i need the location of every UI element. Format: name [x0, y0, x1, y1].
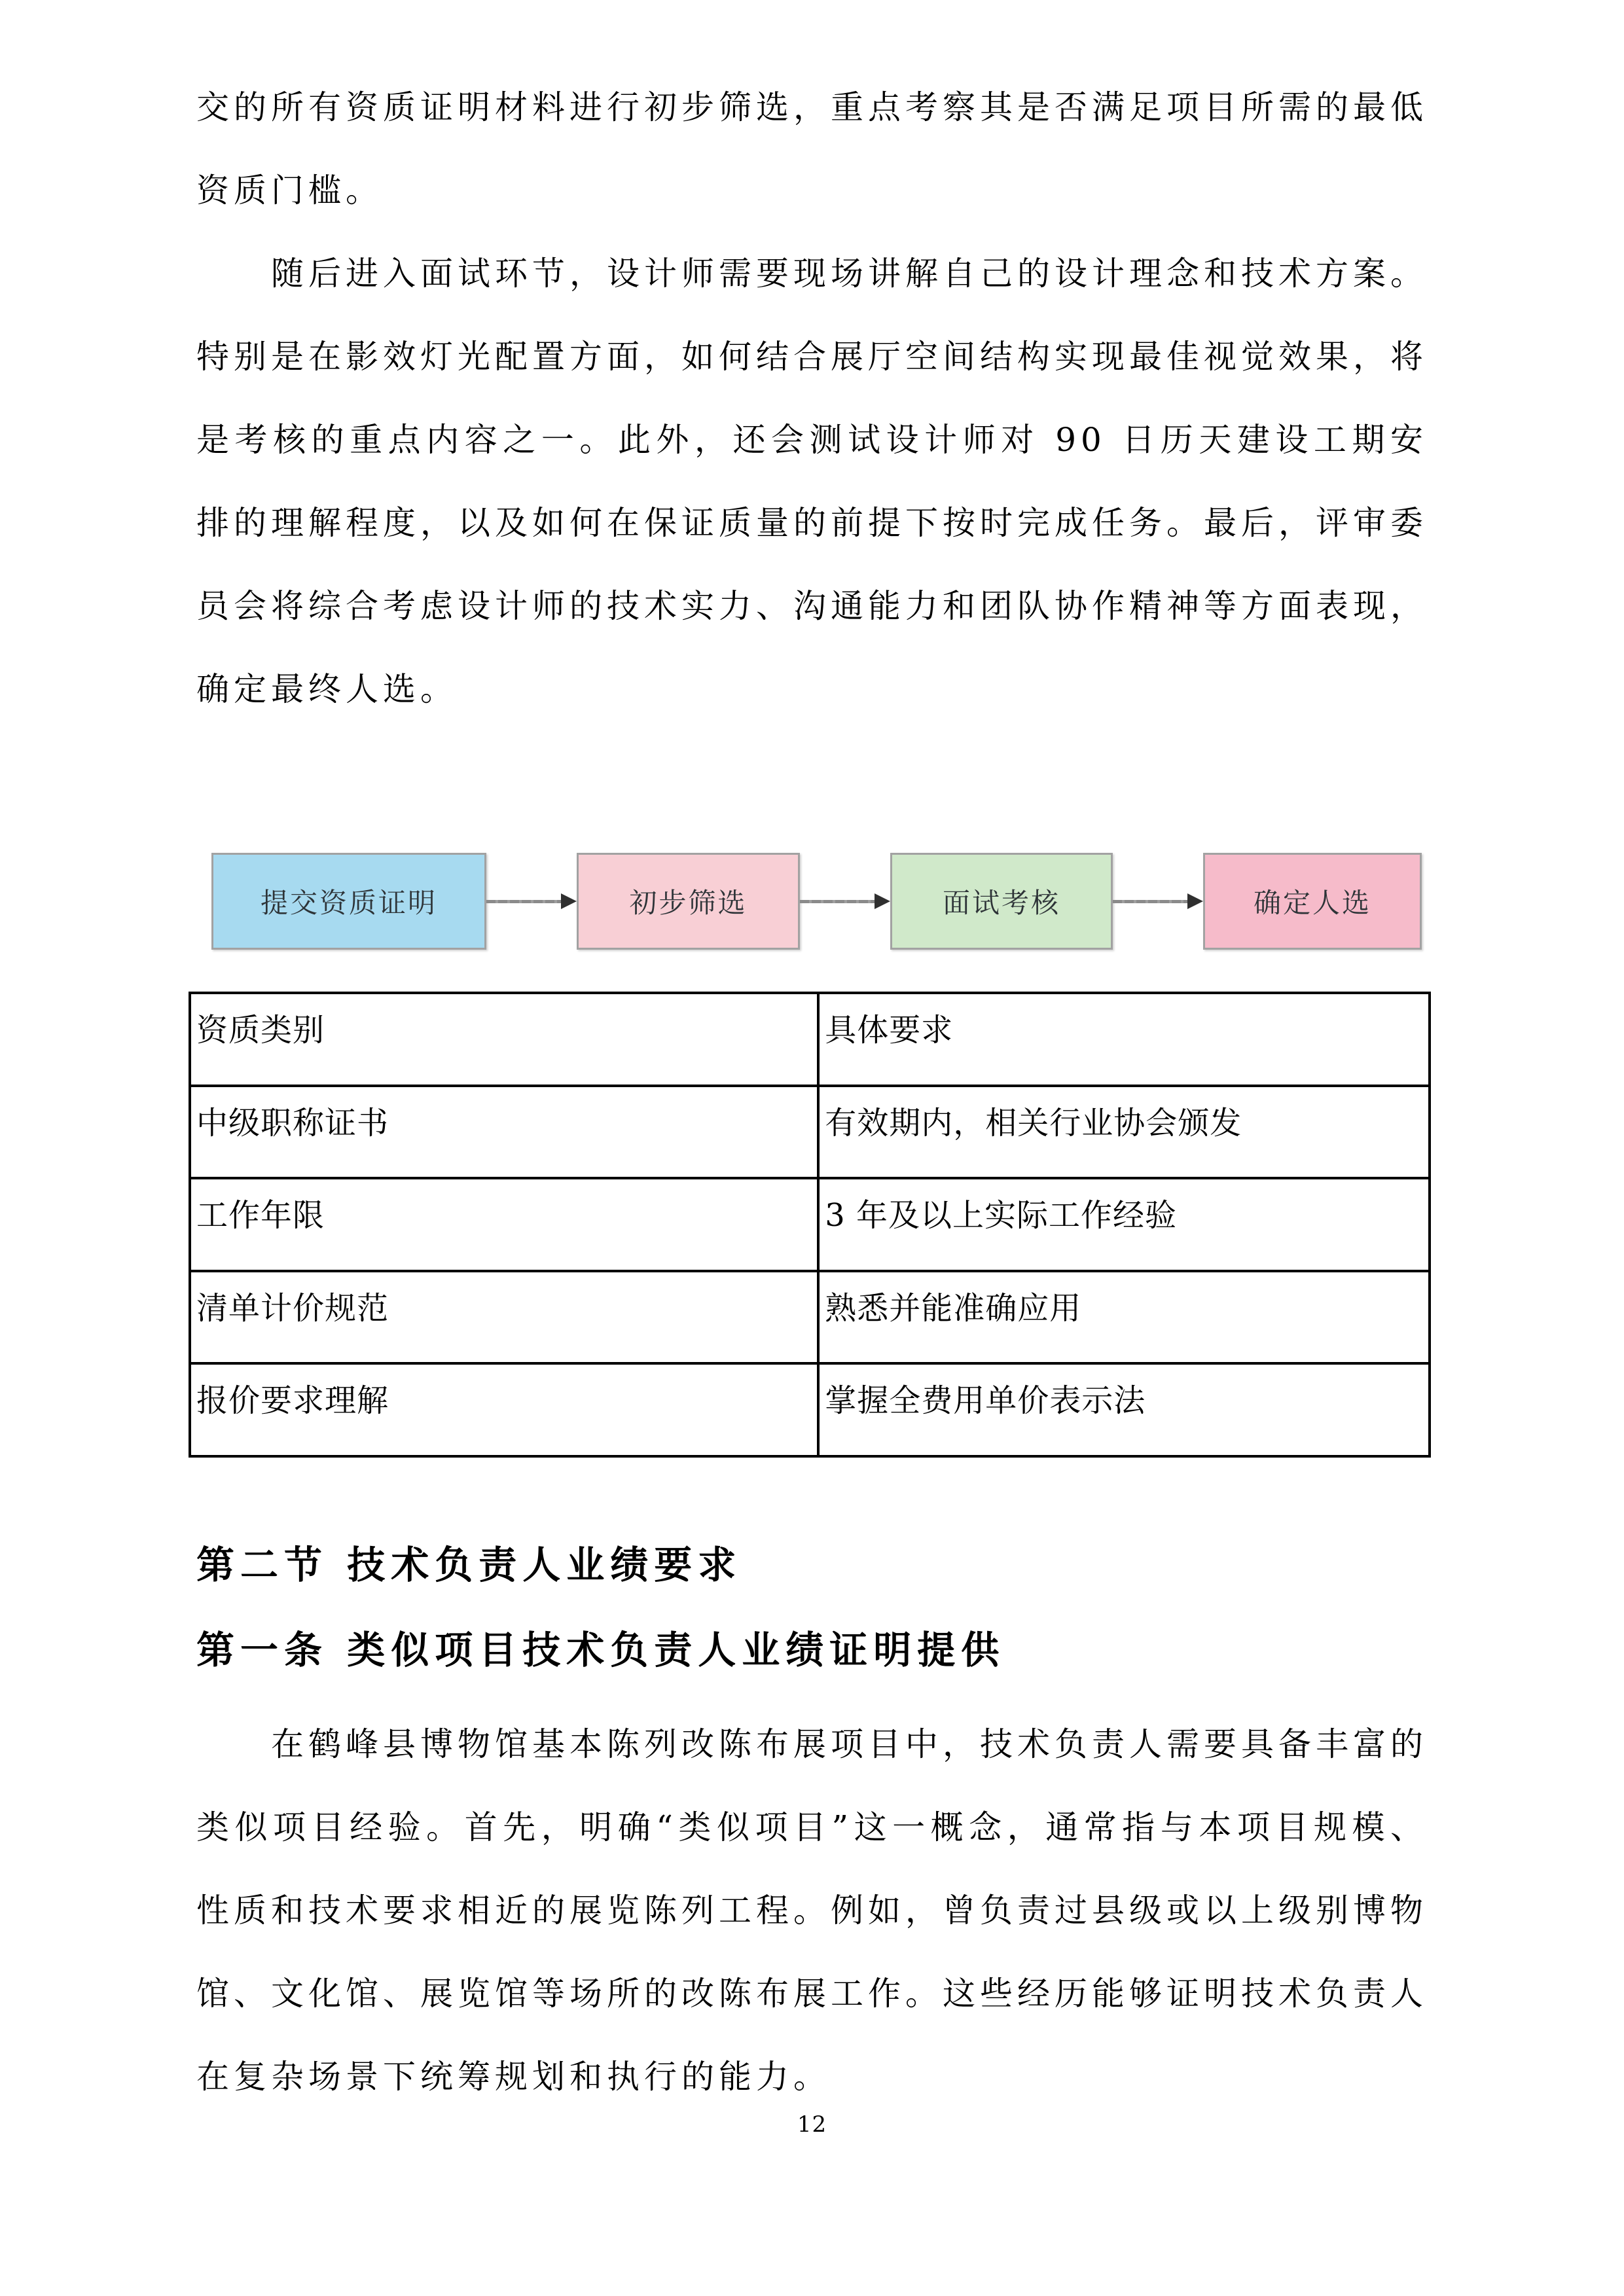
flow-step-label: 提交资质证明	[260, 887, 437, 919]
flow-step-label: 初步筛选	[629, 887, 748, 919]
paragraph-continuation: 交的所有资质证明材料进行初步筛选，重点考察其是否满足项目所需的最低资质门槛。	[196, 88, 1428, 209]
cell-category: 清单计价规范	[190, 1271, 818, 1364]
flow-step-initial-screening	[577, 853, 800, 950]
cell-requirement: 掌握全费用单价表示法	[818, 1363, 1430, 1456]
table-header-row	[190, 993, 1430, 1086]
table-row	[190, 1086, 1430, 1179]
cell-requirement: 3 年及以上实际工作经验	[818, 1178, 1430, 1271]
flow-step-label: 确定人选	[1253, 887, 1371, 919]
flow-step-label: 面试考核	[942, 887, 1060, 919]
table-row	[190, 1363, 1430, 1456]
arrow-head-icon	[1187, 893, 1203, 909]
arrow-head-icon	[561, 893, 577, 909]
cell-category: 中级职称证书	[190, 1086, 818, 1179]
paragraph-interview-process: 随后进入面试环节，设计师需要现场讲解自己的设计理念和技术方案。特别是在影效灯光配置方面，如何结合展厅空间结构实现最佳视觉效果，将是考核的重点内容之一。此外，还会测试设计师对 90 日历天建设工期安排的理解程度，以及如何在保证质量的前提下按时完成任务。最后，评审委员会将综合考虑设计师的技术实力、沟通能力和团队协作精神等方面表现，确定最终人选。	[196, 255, 1428, 708]
section-heading: 第二节 技术负责人业绩要求	[196, 1543, 742, 1587]
table-row	[190, 1178, 1430, 1271]
cell-requirement: 熟悉并能准确应用	[818, 1271, 1430, 1364]
col-header-requirement: 具体要求	[818, 993, 1430, 1086]
arrow-head-icon	[875, 893, 890, 909]
flow-step-interview-assessment	[890, 853, 1113, 950]
arrow-right-icon	[800, 893, 890, 909]
arrow-stem	[800, 900, 875, 903]
arrow-stem	[1113, 900, 1187, 903]
flow-step-submit-credentials	[211, 853, 486, 950]
qualification-requirements-table	[189, 992, 1431, 1458]
table-row	[190, 1271, 1430, 1364]
top-paragraphs	[196, 66, 1428, 731]
flow-step-final-selection	[1203, 853, 1422, 950]
cell-requirement: 有效期内，相关行业协会颁发	[818, 1086, 1430, 1179]
arrow-right-icon	[486, 893, 577, 909]
paragraph-similar-project-experience: 在鹤峰县博物馆基本陈列改陈布展项目中，技术负责人需要具备丰富的类似项目经验。首先，明确“类似项目”这一概念，通常指与本项目规模、性质和技术要求相近的展览陈列工程。例如，曾负责过县级或以上级别博物馆、文化馆、展览馆等场所的改陈布展工作。这些经历能够证明技术负责人在复杂场景下统筹规划和执行的能力。	[196, 1725, 1428, 2096]
cell-category: 报价要求理解	[190, 1363, 818, 1456]
col-header-category: 资质类别	[190, 993, 818, 1086]
process-flowchart	[211, 853, 1422, 950]
cell-category: 工作年限	[190, 1178, 818, 1271]
arrow-right-icon	[1113, 893, 1203, 909]
bottom-paragraphs	[196, 1703, 1428, 2119]
arrow-stem	[486, 900, 561, 903]
article-heading: 第一条 类似项目技术负责人业绩证明提供	[196, 1628, 1005, 1672]
page-number: 12	[797, 2111, 827, 2138]
